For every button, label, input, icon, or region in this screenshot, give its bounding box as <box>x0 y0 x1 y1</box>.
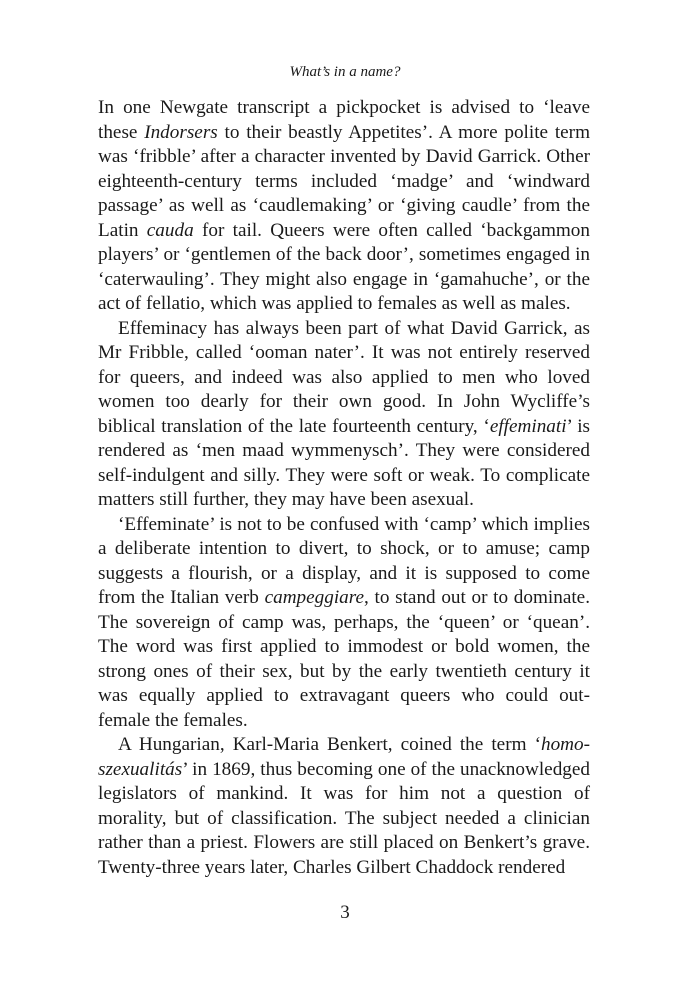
italic-term: effeminati <box>489 415 567 437</box>
page-number: 3 <box>340 902 350 923</box>
text-span: to their beastly Appetites’. A more polite term was ‘fribble’ after a character invented by David Garrick. Other eighteenth-century terms included ‘madge’ and ‘windward passage’ as well as ‘caudlemaking’ or ‘giving caudle’ from the Latin <box>98 121 590 241</box>
text-span: for tail. Queers were often called ‘backgammon players’ or ‘gentlemen of the back door’, sometimes engaged in ‘caterwauling’. They might also engage in ‘gamahuche’, or the act of fellatio, which was applied to females as well as males. <box>98 219 590 314</box>
paragraph-1 <box>98 96 590 317</box>
text-span: ’ is rendered as ‘men maad wymmenysch’. They were considered self-indulgent and silly. They were soft or weak. To complicate matters still further, they may have been asexual. <box>98 415 590 510</box>
text-span: A Hungarian, Karl-Maria Benkert, coined the term ‘ <box>118 734 541 755</box>
italic-term: cauda <box>146 219 194 241</box>
italic-term: homo-szexualitás <box>98 734 590 780</box>
italic-term: campeggiare <box>264 587 365 608</box>
text-span: In one Newgate transcript a pickpocket is advised to ‘leave these <box>98 97 590 143</box>
text-span: Effeminacy has always been part of what David Garrick, as Mr Fribble, called ‘ooman nater’. It was not entirely reserved for queers, and indeed was also applied to men who loved women too dearly for their own good. In John Wycliffe’s biblical translation of the late fourteenth century, ‘ <box>98 317 590 437</box>
paragraph-2 <box>98 317 590 513</box>
paragraph-4 <box>98 733 590 880</box>
running-head: What’s in a name? <box>289 64 401 80</box>
body-text <box>98 96 590 880</box>
text-span: , to stand out or to dominate. The sovereign of camp was, perhaps, the ‘queen’ or ‘quean’. The word was first applied to immodest or bold women, the strong ones of their sex, but by the early twentieth century it was equally applied to extravagant queers who could out-female the females. <box>98 587 590 731</box>
paragraph-3 <box>98 513 590 734</box>
italic-term: Indorsers <box>144 121 218 143</box>
text-span: ’ in 1869, thus becoming one of the unacknowledged legislators of mankind. It was for him not a question of morality, but of classification. The subject needed a clinician rather than a priest. Flowers are still placed on Benkert’s grave. Twenty-three years later, Charles Gilbert Chaddock rendered <box>98 758 590 878</box>
text-span: ‘Effeminate’ is not to be confused with ‘camp’ which implies a deliberate intention to divert, to shock, or to amuse; camp suggests a flourish, or a display, and it is supposed to come from the Italian verb <box>98 513 590 608</box>
